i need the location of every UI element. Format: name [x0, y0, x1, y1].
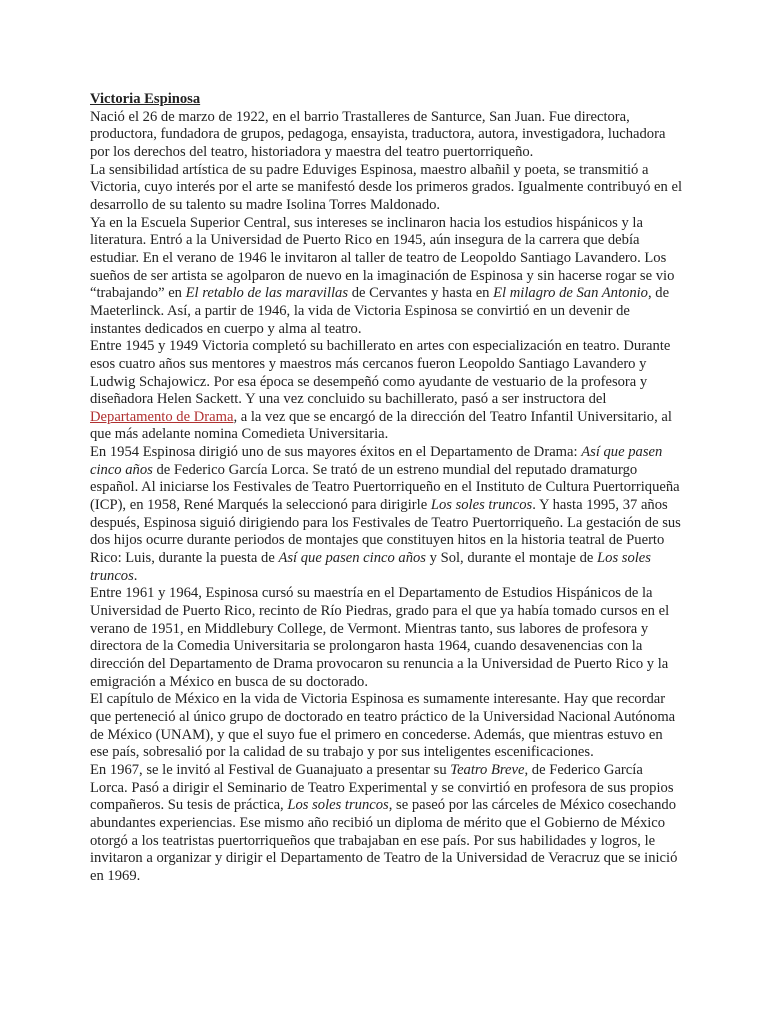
paragraph-text: , de Federico García Lorca. Pasó a dirigir el Seminario de Teatro Experimental y se convirtió en profesora de sus propios compañeros. Su tesis de práctica, — [90, 761, 674, 814]
document-title: Victoria Espinosa — [90, 91, 201, 107]
paragraph-text: de Federico García Lorca. Se trató de un estreno mundial del reputado dramaturgo español. Al iniciarse los Festivales de Teatro Puertorriqueño en el Instituto de Cultura Puertorriqueña (ICP), en 1958, René Marqués la seleccionó para dirigirle — [90, 461, 680, 514]
paragraph-text: . Y hasta 1995, 37 años después, Espinosa siguió dirigiendo para los Festivales de Teatro Puertorriqueño. La gestación de sus dos hijos ocurre durante periodos de montajes que constituyen hitos en la historia teatral de Puerto Rico: Luis, durante la puesta de — [90, 497, 681, 567]
paragraph-p3 — [90, 215, 682, 339]
paragraph-p1 — [90, 109, 682, 162]
paragraph-text: . — [133, 567, 138, 584]
paragraph-text: En 1954 Espinosa dirigió uno de sus mayores éxitos en el Departamento de Drama: — [90, 444, 582, 461]
paragraph-text: La sensibilidad artística de su padre Eduviges Espinosa, maestro albañil y poeta, se transmitió a Victoria, cuyo interés por el arte se manifestó desde los primeros grados. Igualmente contribuyó en el desarrollo de su talento su madre Isolina Torres Maldonado. — [90, 161, 683, 213]
paragraph-text: y Sol, durante el montaje de — [426, 550, 598, 567]
paragraph-text: El capítulo de México en la vida de Victoria Espinosa es sumamente interesante. Hay que recordar que perteneció al único grupo de doctorado en teatro práctico de la Universidad Nacional Autónoma de México (UNAM), y que el suyo fue el primero en concederse. Además, que mientras estuvo en ese país, sobresalió por la calidad de su trabajo y por sus inteligentes escenificaciones. — [90, 691, 676, 761]
paragraph-text: , se paseó por las cárceles de México cosechando abundantes experiencias. Ese mismo año recibió un diploma de mérito que el Gobierno de México otorgó a los teatristas puertorriqueños que trabajaban en ese país. Por sus habilidades y logros, le invitaron a organizar y dirigir el Departamento de Teatro de la Universidad de Veracruz que se inició en 1969. — [90, 797, 678, 884]
work-title: Así que pasen cinco años — [90, 444, 663, 478]
work-title: Los soles truncos — [90, 550, 651, 584]
paragraph-text: , a la vez que se encargó de la dirección del Teatro Infantil Universitario, al que más adelante nomina Comedieta Universitaria. — [90, 408, 672, 443]
work-title: Los soles truncos — [287, 797, 389, 814]
document-body — [90, 91, 682, 886]
paragraph-p5 — [90, 444, 682, 585]
document-paragraphs — [90, 109, 682, 886]
work-title: El retablo de las maravillas — [185, 285, 349, 302]
paragraph-text: , de Maeterlinck. Así, a partir de 1946, la vida de Victoria Espinosa se convirtió en un devenir de instantes dedicados en cuerpo y alma al teatro. — [90, 285, 670, 337]
work-title: Los soles truncos — [430, 497, 533, 514]
paragraph-text: Nació el 26 de marzo de 1922, en el barrio Trastalleres de Santurce, San Juan. Fue directora, productora, fundadora de grupos, pedagoga, ensayista, traductora, autora, investigadora, luchadora por los derechos del teatro, historiadora y maestra del teatro puertorriqueño. — [90, 108, 666, 160]
paragraph-p6 — [90, 585, 682, 691]
paragraph-p7 — [90, 691, 682, 762]
work-title: El milagro de San Antonio — [493, 285, 648, 302]
work-title: Teatro Breve — [450, 761, 525, 778]
work-title: Así que pasen cinco años — [278, 550, 426, 567]
departamento-de-drama-link[interactable]: Departamento de Drama — [90, 408, 234, 425]
paragraph-p8 — [90, 762, 682, 886]
paragraph-text: Ya en la Escuela Superior Central, sus intereses se inclinaron hacia los estudios hispánicos y la literatura. Entró a la Universidad de Puerto Rico en 1945, aún insegura de la carrera que debía estudiar. En el verano de 1946 le invitaron al taller de teatro de Leopoldo Santiago Lavandero. Los sueños de ser artista se agolparon de nuevo en la imaginación de Espinosa y sin hacerse rogar se vio “trabajando” en — [90, 214, 675, 302]
paragraph-text: de Cervantes y hasta en — [348, 285, 494, 302]
paragraph-text: Entre 1961 y 1964, Espinosa cursó su maestría en el Departamento de Estudios Hispánicos de la Universidad de Puerto Rico, recinto de Río Piedras, grado para el que ya había tomado cursos en el verano de 1951, en Middlebury College, de Vermont. Mientras tanto, sus labores de profesora y directora de la Comedia Universitaria se prolongaron hasta 1964, cuando desavenencias con la dirección del Departamento de Drama provocaron su renuncia a la Universidad de Puerto Rico y la emigración a México en busca de su doctorado. — [90, 585, 670, 690]
paragraph-text: Entre 1945 y 1949 Victoria completó su bachillerato en artes con especialización en teatro. Durante esos cuatro años sus mentores y maestros más cercanos fueron Leopoldo Santiago Lavandero y Ludwig Schajowicz. Por esa época se desempeñó como ayudante de vestuario de la profesora y diseñadora Helen Sackett. Y una vez concluido su bachillerato, pasó a ser instructora del — [90, 338, 671, 408]
paragraph-text: En 1967, se le invitó al Festival de Guanajuato a presentar su — [90, 761, 451, 778]
paragraph-p4 — [90, 338, 682, 444]
paragraph-p2 — [90, 162, 682, 215]
